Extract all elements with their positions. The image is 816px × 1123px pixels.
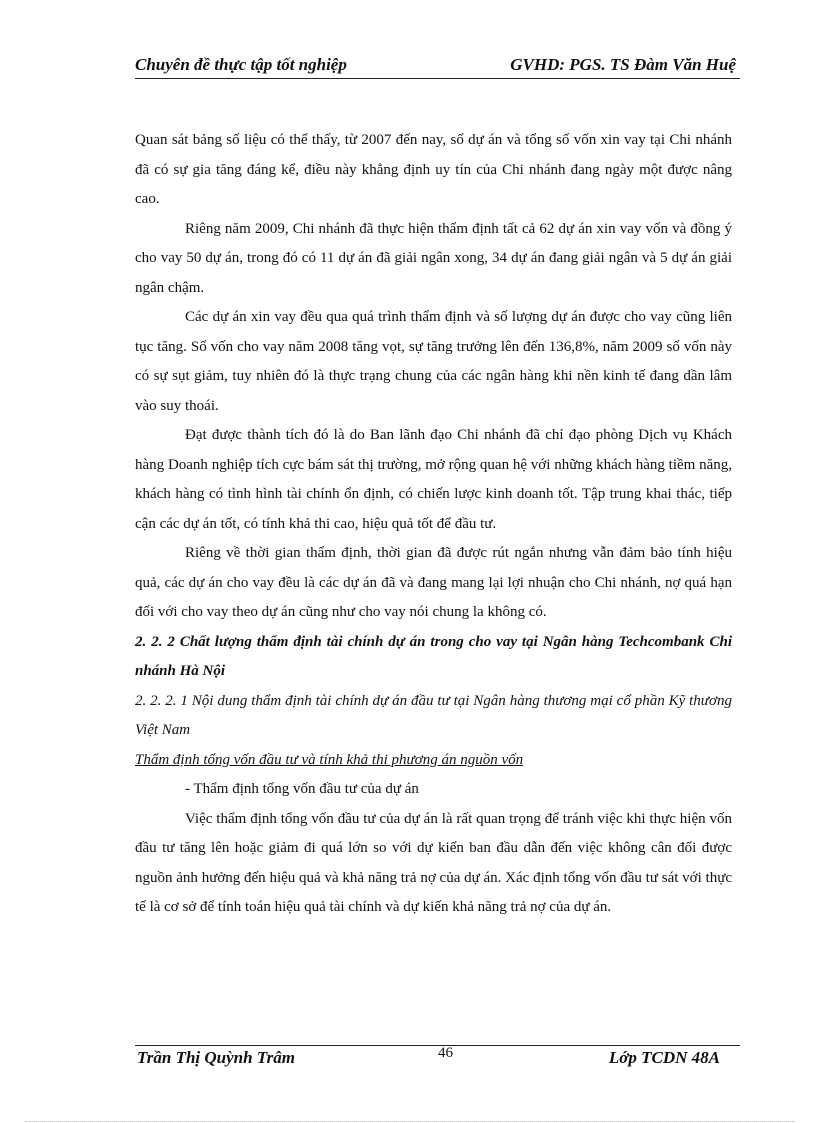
page-break-dots (25, 1121, 795, 1122)
bullet-item: - Thẩm định tổng vốn đầu tư của dự án (185, 781, 419, 797)
header-title: Chuyên đề thực tập tốt nghiệp (135, 55, 347, 74)
page-header (135, 52, 740, 79)
footer-class: Lớp TCDN 48A (608, 1048, 720, 1067)
document-body (135, 126, 732, 923)
section-heading-2-2-2: 2. 2. 2 Chất lượng thẩm định tài chính dự án trong cho vay tại Ngân hàng Techcombank Chi nhánh Hà Nội (135, 633, 732, 679)
page-number: 46 (438, 1045, 453, 1061)
paragraph-6: Việc thẩm định tổng vốn đầu tư của dự án là rất quan trọng để tránh việc khi thực hiện vốn đầu tư tăng lên hoặc giảm đi quá lớn so với dự kiến ban đầu dẫn đến việc không cân đối được nguồn ảnh hưởng đến hiệu quả và khả năng trả nợ của dự án. Xác định tổng vốn đầu tư sát với thực tế là cơ sở để tính toán hiệu quả tài chính và dự kiến khả năng trả nợ của dự án. (135, 810, 732, 915)
paragraph-2: Riêng năm 2009, Chi nhánh đã thực hiện thẩm định tất cả 62 dự án xin vay vốn và đồng ý cho vay 50 dự án, trong đó có 11 dự án đã giải ngân xong, 34 dự án đang giải ngân và 5 dự án giải ngân chậm. (135, 220, 732, 296)
subsection-heading: Thẩm định tổng vốn đầu tư và tính khả thi phương án nguồn vốn (135, 751, 524, 768)
footer-author: Trần Thị Quỳnh Trâm (137, 1048, 295, 1067)
page-footer (135, 1045, 740, 1074)
paragraph-1: Quan sát bảng số liệu có thể thấy, từ 2007 đến nay, số dự án và tổng số vốn xin vay tại Chi nhánh đã có sự gia tăng đáng kể, điều này khẳng định uy tín của Chi nhánh đang ngày một được nâng cao. (135, 132, 732, 207)
paragraph-3: Các dự án xin vay đều qua quá trình thẩm định và số lượng dự án được cho vay cũng liên tục tăng. Số vốn cho vay năm 2008 tăng vọt, sự tăng trưởng lên đến 136,8%, năm 2009 số vốn này có sự sụt giảm, tuy nhiên đó là thực trạng chung của các ngân hàng khi nền kinh tế đang dần lâm vào suy thoái. (135, 309, 732, 414)
paragraph-4: Đạt được thành tích đó là do Ban lãnh đạo Chi nhánh đã chỉ đạo phòng Dịch vụ Khách hàng Doanh nghiệp tích cực bám sát thị trường, mở rộng quan hệ với những khách hàng tiềm năng, khách hàng có tình hình tài chính ổn định, có chiến lược kinh doanh tốt. Tập trung khai thác, tiếp cận các dự án tốt, có tính khả thi cao, hiệu quả tốt để đầu tư. (135, 427, 732, 532)
header-advisor: GVHD: PGS. TS Đàm Văn Huệ (510, 55, 736, 74)
section-heading-2-2-2-1: 2. 2. 2. 1 Nội dung thẩm định tài chính dự án đầu tư tại Ngân hàng thương mại cổ phần Kỹ thương Việt Nam (135, 692, 732, 738)
paragraph-5: Riêng về thời gian thẩm định, thời gian đã được rút ngắn nhưng vẫn đảm bảo tính hiệu quả, các dự án cho vay đều là các dự án đã và đang mang lại lợi nhuận cho Chi nhánh, nợ quá hạn đối với cho vay theo dự án cũng như cho vay nói chung la không có. (135, 545, 732, 620)
